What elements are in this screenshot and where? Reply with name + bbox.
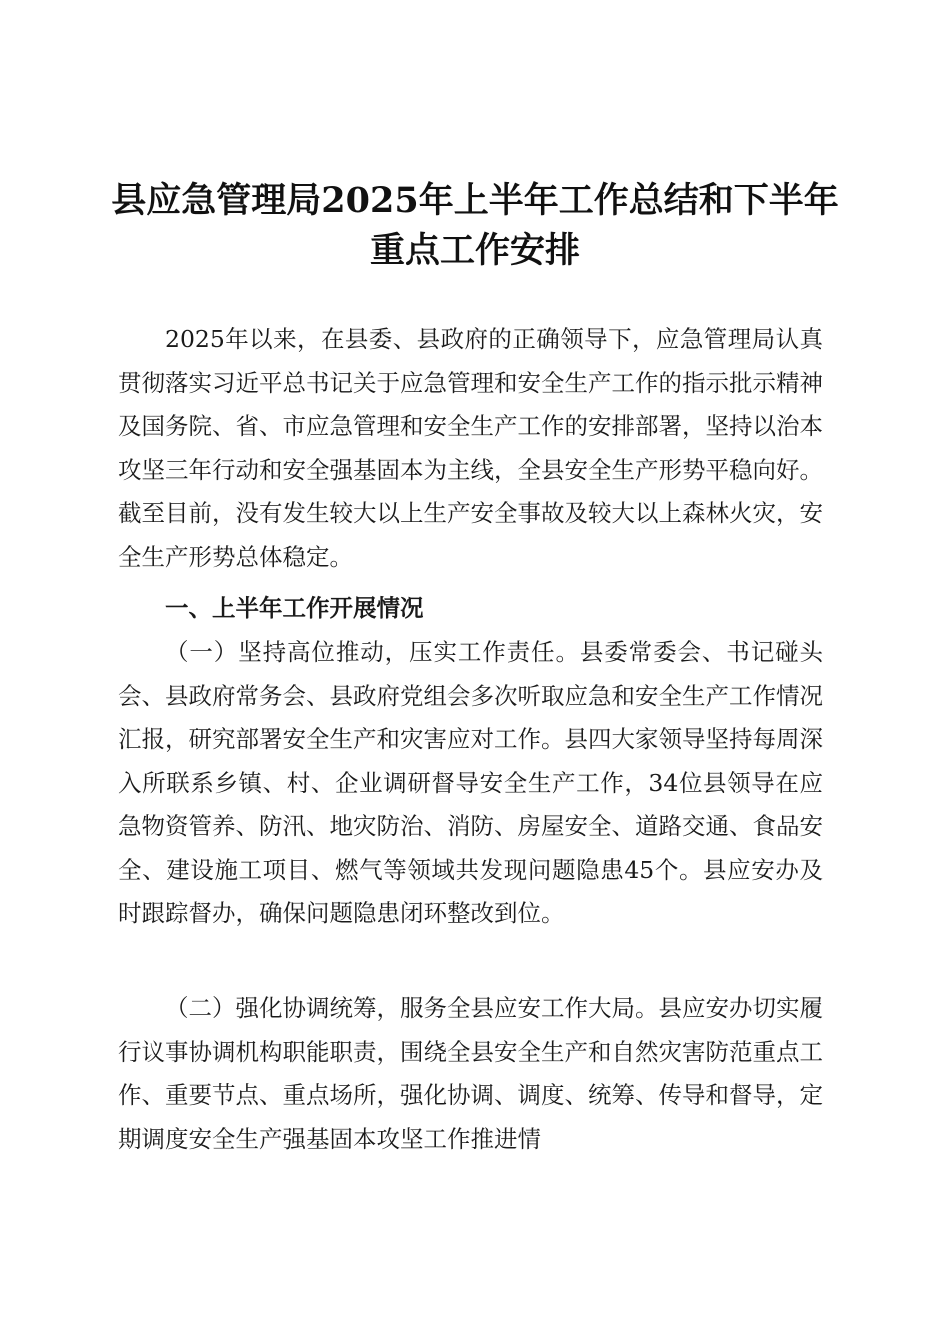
section-item-paragraph: （一）坚持高位推动，压实工作责任。县委常委会、书记碰头会、县政府常务会、县政府党组会多次听取应急和安全生产工作情况汇报，研究部署安全生产和灾害应对工作。县四大家领导坚持每周深入所联系乡镇、村、企业调研督导安全生产工作，34位县领导在应急物资管养、防汛、地灾防治、消防、房屋安全、道路交通、食品安全、建设施工项目、燃气等领域共发现问题隐患45个。县应安办及时跟踪督办，确保问题隐患闭环整改到位。 xyxy=(118,638,823,927)
section-heading: 一、上半年工作开展情况 xyxy=(165,594,424,622)
document-title: 县应急管理局2025年上半年工作总结和下半年重点工作安排 xyxy=(111,180,839,271)
section-item-paragraph: （二）强化协调统筹，服务全县应安工作大局。县应安办切实履行议事协调机构职能职责，围绕全县安全生产和自然灾害防范重点工作、重要节点、重点场所，强化协调、调度、统筹、传导和督导，定期调度安全生产强基固本攻坚工作推进情 xyxy=(118,994,823,1153)
intro-paragraph: 2025年以来，在县委、县政府的正确领导下，应急管理局认真贯彻落实习近平总书记关于应急管理和安全生产工作的指示批示精神及国务院、省、市应急管理和安全生产工作的安排部署，坚持以治本攻坚三年行动和安全强基固本为主线，全县安全生产形势平稳向好。截至目前，没有发生较大以上生产安全事故及较大以上森林火灾，安全生产形势总体稳定。 xyxy=(118,325,823,571)
